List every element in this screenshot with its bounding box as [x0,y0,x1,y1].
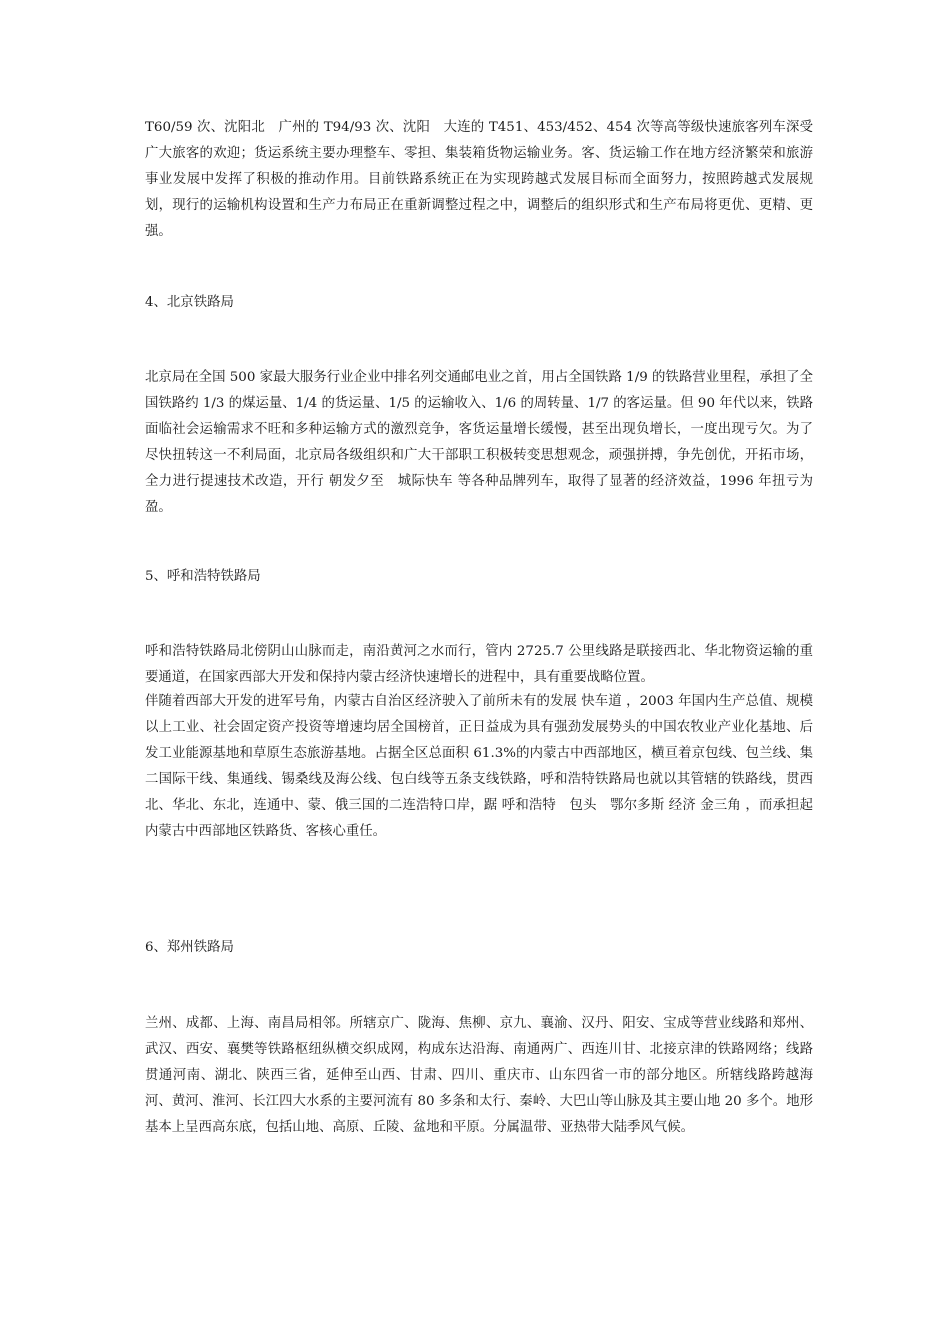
section-paragraph-hohhot-2: 伴随着西部大开发的进军号角，内蒙古自治区经济驶入了前所未有的发展 快车道 ，2003 年国内生产总值、规模以上工业、社会固定资产投资等增速均居全国榜首，正日益成为具有强劲发展势头的中国农牧业产业化基地、后发工业能源基地和草原生态旅游基地。占据全区总面积 61.3%的内蒙古中西部地区，横亘着京包线、包兰线、集二国际干线、集通线、锡桑线及海公线、包白线等五条支线铁路，呼和浩特铁路局也就以其管辖的铁路线，贯西北、华北、东北，连通中、蒙、俄三国的二连浩特口岸，踞 呼和浩特 包头 鄂尔多斯 经济 金三角 ，而承担起内蒙古中西部地区铁路货、客核心重任。 [145,694,813,839]
section-heading-zhengzhou: 6、郑州铁路局 [145,940,234,955]
intro-paragraph: T60/59 次、沈阳北 广州的 T94/93 次、沈阳 大连的 T451、453/452、454 次等高等级快速旅客列车深受广大旅客的欢迎；货运系统主要办理整车、零担、集装箱货物运输业务。客、货运输工作在地方经济繁荣和旅游事业发展中发挥了积极的推动作用。目前铁路系统正在为实现跨越式发展目标而全面努力，按照跨越式发展规划，现行的运输机构设置和生产力布局正在重新调整过程之中，调整后的组织形式和生产布局将更优、更精、更强。 [145,120,813,239]
section-paragraph-hohhot-1: 呼和浩特铁路局北傍阴山山脉而走，南沿黄河之水而行，管内 2725.7 公里线路是联接西北、华北物资运输的重要通道，在国家西部大开发和保持内蒙古经济快速增长的进程中，具有重要战略位置。 [145,644,813,685]
section-paragraph-zhengzhou: 兰州、成都、上海、南昌局相邻。所辖京广、陇海、焦柳、京九、襄渝、汉丹、阳安、宝成等营业线路和郑州、武汉、西安、襄樊等铁路枢纽纵横交织成网，构成东达沿海、南通两广、西连川甘、北接京津的铁路网络；线路贯通河南、湖北、陕西三省，延伸至山西、甘肃、四川、重庆市、山东四省一市的部分地区。所辖线路跨越海河、黄河、淮河、长江四大水系的主要河流有 80 多条和太行、秦岭、大巴山等山脉及其主要山地 20 多个。地形基本上呈西高东底，包括山地、高原、丘陵、盆地和平原。分属温带、亚热带大陆季风气候。 [145,1016,813,1135]
section-heading-beijing: 4、北京铁路局 [145,295,234,310]
section-heading-hohhot: 5、呼和浩特铁路局 [145,569,261,584]
section-paragraph-beijing: 北京局在全国 500 家最大服务行业企业中排名列交通邮电业之首，用占全国铁路 1/9 的铁路营业里程，承担了全国铁路约 1/3 的煤运量、1/4 的货运量、1/5 的运输收入、1/6 的周转量、1/7 的客运量。但 90 年代以来，铁路面临社会运输需求不旺和多种运输方式的激烈竞争，客货运量增长缓慢，甚至出现负增长，一度出现亏欠。为了尽快扭转这一不利局面，北京局各级组织和广大干部职工积极转变思想观念，顽强拼搏，争先创优，开拓市场，全力进行提速技术改造，开行 朝发夕至 城际快车 等各种品牌列车，取得了显著的经济效益，1996 年扭亏为盈。 [145,370,813,515]
